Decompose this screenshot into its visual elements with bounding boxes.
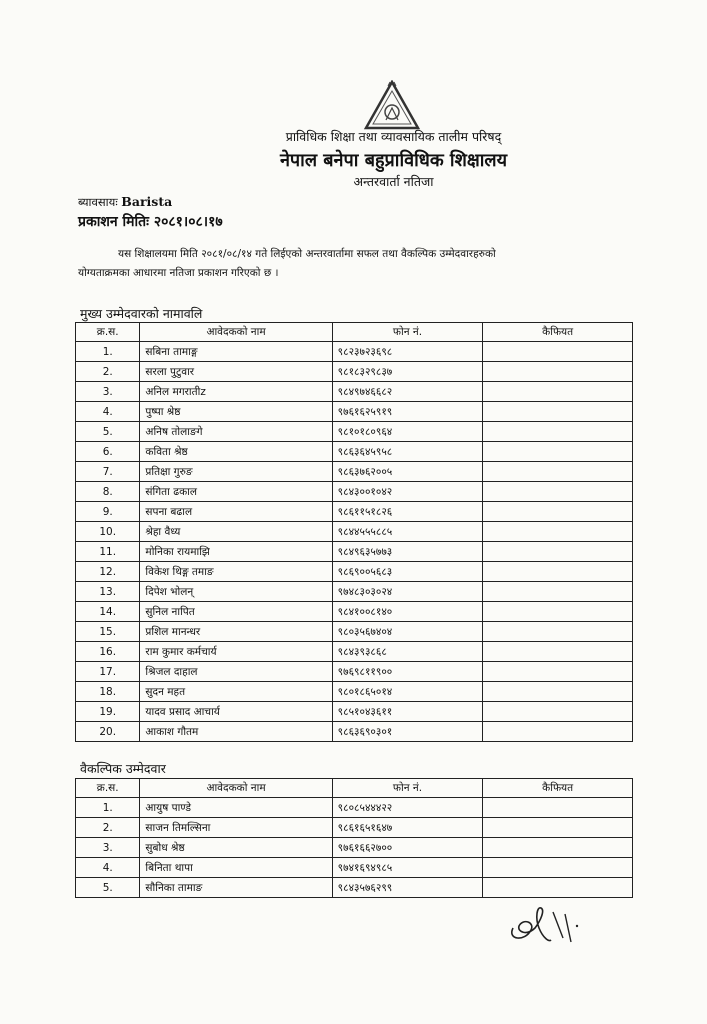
cell-remarks [483,442,633,462]
cell-name: संगिता ढकाल [140,482,332,502]
cell-sn: 12. [76,562,140,582]
cell-phone: ९७६९८११९०० [332,662,483,682]
main-candidates-table [75,322,633,742]
cell-sn: 18. [76,682,140,702]
council-name: प्राविधिक शिक्षा तथा व्यावसायिक तालीम परिषद् [285,129,502,144]
cell-name: अनिल मगरातीz [140,382,332,402]
table-row [76,582,633,602]
cell-sn: 14. [76,602,140,622]
cell-phone: ९८६११५१८२६ [332,502,483,522]
signature [505,898,585,950]
document-title: अन्तरवार्ता नतिजा [353,174,434,189]
cell-sn: 7. [76,462,140,482]
table-row [76,542,633,562]
occupation-label: ब्यावसायः [78,195,118,209]
cell-name: श्रेहा वैध्य [140,522,332,542]
cell-name: अनिष तोलाङगे [140,422,332,442]
table-row [76,422,633,442]
table-header-row [76,779,633,798]
cell-sn: 16. [76,642,140,662]
col-header-remarks: कैफियत [483,779,633,798]
table-row [76,602,633,622]
table-row [76,622,633,642]
cell-remarks [483,502,633,522]
table-row [76,662,633,682]
cell-name: सपना बढाल [140,502,332,522]
cell-name: सुनिल नापित [140,602,332,622]
table-row [76,642,633,662]
alternate-candidates-table [75,778,633,898]
occupation-line [78,194,172,210]
cell-phone: ९८२३७२३६९८ [332,342,483,362]
cell-name: विकेश थिङ्ग तमाङ [140,562,332,582]
cell-sn: 20. [76,722,140,742]
cell-remarks [483,362,633,382]
col-header-phone: फोन नं. [332,779,483,798]
table-row [76,682,633,702]
cell-phone: ९८१८३२९८३७ [332,362,483,382]
cell-phone: ९८५१०४३६११ [332,702,483,722]
publish-date: प्रकाशन मितिः २०८१।०८।१७ [78,214,223,230]
col-header-sn: क्र.स. [76,323,140,342]
cell-sn: 10. [76,522,140,542]
table-row [76,482,633,502]
occupation-value: Barista [121,194,173,209]
cell-remarks [483,798,633,818]
cell-phone: ९८०१८६५०१४ [332,682,483,702]
table-row [76,702,633,722]
table-row [76,462,633,482]
cell-sn: 5. [76,422,140,442]
cell-name: साजन तिमल्सिना [140,818,332,838]
cell-remarks [483,818,633,838]
table-row [76,878,633,898]
cell-phone: ९८६३७६२००५ [332,462,483,482]
cell-phone: ९८४३००१०४२ [332,482,483,502]
cell-phone: ९७६१६६२७०० [332,838,483,858]
cell-phone: ९८६९००५६८३ [332,562,483,582]
cell-remarks [483,682,633,702]
table-header-row [76,323,633,342]
cell-phone: ९८४३९३८६८ [332,642,483,662]
cell-phone: ९८४९७४६६८२ [332,382,483,402]
cell-phone: ९८४९६३५७७३ [332,542,483,562]
cell-phone: ९८०८५४४४२२ [332,798,483,818]
cell-remarks [483,838,633,858]
cell-name: आकाश गौतम [140,722,332,742]
notice-line-2: योग्यताक्रमका आधारमा नतिजा प्रकाशन गरिएको छ । [78,267,279,279]
cell-sn: 3. [76,838,140,858]
cell-sn: 1. [76,798,140,818]
cell-sn: 9. [76,502,140,522]
table-row [76,722,633,742]
table-row [76,502,633,522]
alt-list-title: वैकल्पिक उम्मेदवार [80,761,166,776]
cell-name: सरला पुटुवार [140,362,332,382]
cell-phone: ९८४३५७६२९९ [332,878,483,898]
cell-phone: ९७६१६२५९१९ [332,402,483,422]
cell-name: श्रिजल दाहाल [140,662,332,682]
cell-remarks [483,422,633,442]
cell-remarks [483,662,633,682]
table-row [76,402,633,422]
col-header-phone: फोन नं. [332,323,483,342]
cell-sn: 6. [76,442,140,462]
table-row [76,362,633,382]
table-row [76,798,633,818]
cell-sn: 13. [76,582,140,602]
cell-phone: ९८६३६९०३०१ [332,722,483,742]
cell-sn: 8. [76,482,140,502]
cell-sn: 17. [76,662,140,682]
cell-phone: ९८४४५५५८८५ [332,522,483,542]
cell-name: प्रतिक्षा गुरुङ [140,462,332,482]
col-header-name: आवेदकको नाम [140,323,332,342]
cell-sn: 15. [76,622,140,642]
cell-remarks [483,402,633,422]
cell-phone: ९७४८३०३०२४ [332,582,483,602]
cell-remarks [483,562,633,582]
cell-sn: 11. [76,542,140,562]
cell-remarks [483,702,633,722]
cell-name: बिनिता थापा [140,858,332,878]
cell-phone: ९८६१६५१६४७ [332,818,483,838]
main-list-title: मुख्य उम्मेदवारको नामावलि [80,306,203,321]
alt-table-body [76,798,633,898]
cell-name: आयुष पाण्डे [140,798,332,818]
table-row [76,562,633,582]
cell-sn: 2. [76,818,140,838]
cell-remarks [483,582,633,602]
notice-line-1: यस शिक्षालयमा मिति २०८१/०८/१४ गते लिईएको अन्तरवार्तामा सफल तथा वैकल्पिक उम्मेदवारहरुको [118,248,496,260]
cell-remarks [483,858,633,878]
cell-sn: 2. [76,362,140,382]
col-header-sn: क्र.स. [76,779,140,798]
cell-phone: ९८४१००८१४० [332,602,483,622]
cell-name: सबिना तामाङ्ग [140,342,332,362]
cell-name: सुदन महत [140,682,332,702]
table-row [76,818,633,838]
cell-name: राम कुमार कर्मचार्य [140,642,332,662]
cell-remarks [483,602,633,622]
cell-name: मोनिका रायमाझि [140,542,332,562]
cell-name: कविता श्रेष्ठ [140,442,332,462]
cell-sn: 3. [76,382,140,402]
table-row [76,522,633,542]
cell-remarks [483,482,633,502]
cell-sn: 4. [76,402,140,422]
cell-remarks [483,522,633,542]
cell-name: पुष्पा श्रेष्ठ [140,402,332,422]
main-table-body [76,342,633,742]
table-row [76,382,633,402]
cell-name: सुबोध श्रेष्ठ [140,838,332,858]
table-row [76,442,633,462]
cell-name: प्रशिल मानन्धर [140,622,332,642]
cell-remarks [483,542,633,562]
cell-remarks [483,382,633,402]
cell-name: सौनिका तामाङ [140,878,332,898]
cell-phone: ९८१०१८०९६४ [332,422,483,442]
cell-remarks [483,342,633,362]
cell-sn: 1. [76,342,140,362]
col-header-remarks: कैफियत [483,323,633,342]
cell-phone: ९८०३५६७४०४ [332,622,483,642]
cell-remarks [483,622,633,642]
cell-name: यादव प्रसाद आचार्य [140,702,332,722]
cell-phone: ९८६३६४५९५८ [332,442,483,462]
table-row [76,342,633,362]
table-row [76,838,633,858]
cell-remarks [483,878,633,898]
cell-name: दिपेश भोलन् [140,582,332,602]
cell-sn: 4. [76,858,140,878]
cell-remarks [483,462,633,482]
cell-sn: 5. [76,878,140,898]
table-row [76,858,633,878]
cell-remarks [483,642,633,662]
col-header-name: आवेदकको नाम [140,779,332,798]
cell-phone: ९७४१६९४९८५ [332,858,483,878]
cell-sn: 19. [76,702,140,722]
notice-paragraph [78,245,638,283]
institute-name: नेपाल बनेपा बहुप्राविधिक शिक्षालय [279,150,508,171]
cell-remarks [483,722,633,742]
